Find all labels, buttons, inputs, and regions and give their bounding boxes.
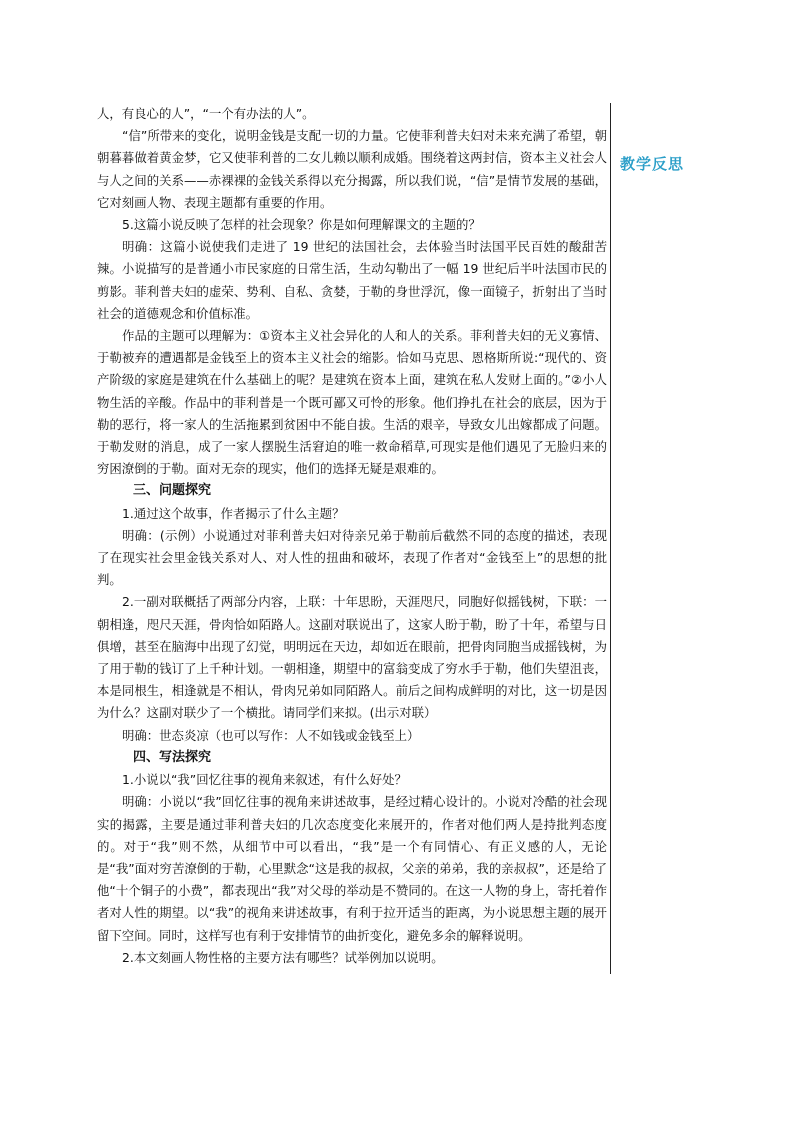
answer-paragraph: 明确：(示例）小说通过对菲利普夫妇对待亲兄弟于勒前后截然不同的态度的描述，表现了在现实社会里金钱关系对人、对人性的扭曲和破坏，表现了作者对“金钱至上”的思想的批判。: [97, 527, 607, 588]
column-divider: [610, 103, 611, 974]
paragraph: “信”所带来的变化，说明金钱是支配一切的力量。它使菲利普夫妇对未来充满了希望，朝朝暮暮做着黄金梦，它又使菲利普的二女儿赖以顺利成婚。围绕着这两封信，资本主义社会人与人之间的关系——赤裸裸的金钱关系得以充分揭露，所以我们说，“信”是情节发展的基础，它对刻画人物、表现主题都有重要的作用。: [97, 128, 607, 210]
section-heading-4: 四、写法探究: [133, 749, 212, 765]
answer-paragraph: 明确：世态炎凉（也可以写作：人不如钱或金钱至上）: [122, 727, 420, 743]
couplet-paragraph: 2.一副对联概括了两部分内容，上联：十年思盼，天涯咫尺，同胞好似摇钱树，下联：一朝相逢，咫尺天涯，骨肉恰如陌路人。这副对联说出了，这家人盼于勒，盼了十年，希望与日俱增，甚至在脑海中出现了幻觉，明明远在天边，却如近在眼前，把骨肉同胞当成摇钱树，为了用于勒的钱订了上千种计划。一朝相逢，期望中的富翁变成了穷水手于勒，他们失望沮丧，本是同根生，相逢就是不相认，骨肉兄弟如同陌路人。前后之间构成鲜明的对比，这一切是因为什么？这副对联少了一个横批。请同学们来拟。(出示对联）: [97, 594, 607, 721]
paragraph: 人，有良心的人”，“一个有办法的人”。: [97, 106, 315, 121]
question-1: 1.小说以“我”回忆往事的视角来叙述，有什么好处？: [122, 772, 407, 788]
answer-paragraph: 明确：这篇小说使我们走进了 19 世纪的法国社会，去体验当时法国平民百姓的酸甜苦辣。小说描写的是普通小市民家庭的日常生活，生动勾勒出了一幅 19 世纪后半叶法国市民的剪影。菲利普夫妇的虚荣、势利、自私、贪婪，于勒的身世浮沉，像一面镜子，折射出了当时社会的道德观念和价值标准。: [97, 239, 607, 321]
section-heading-3: 三、问题探究: [133, 483, 212, 499]
question-5: 5.这篇小说反映了怎样的社会现象？你是如何理解课文的主题的？: [122, 217, 481, 233]
question-2: 2.本文刻画人物性格的主要方法有哪些？试举例加以说明。: [122, 949, 444, 965]
teaching-reflection-title: 教学反思: [620, 155, 685, 173]
answer-paragraph: 明确：小说以“我”回忆往事的视角来讲述故事，是经过精心设计的。小说对冷酷的社会现实的揭露，主要是通过菲利普夫妇的几次态度变化来展开的，作者对他们两人是持批判态度的。对于“我”则不然，从细节中可以看出，“我”是一个有同情心、有正义感的人，无论是“我”面对穷苦潦倒的于勒，心里默念“这是我的叔叔，父亲的弟弟，我的亲叔叔”，还是给了他“十个铜子的小费”，都表现出“我”对父母的举动是不赞同的。在这一人物的身上，寄托着作者对人性的期望。以“我”的视角来讲述故事，有利于拉开适当的距离，为小说思想主题的展开留下空间。同时，这样写也有利于安排情节的曲折变化，避免多余的解释说明。: [97, 794, 607, 943]
theme-paragraph: 作品的主题可以理解为：①资本主义社会异化的人和人的关系。菲利普夫妇的无义寡情、于勒被弃的遭遇都是金钱至上的资本主义社会的缩影。恰如马克思、恩格斯所说:“现代的、资产阶级的家庭是建筑在什么基础上的呢？是建筑在资本上面，建筑在私人发财上面的。”②小人物生活的辛酸。作品中的菲利普是一个既可鄙又可怜的形象。他们挣扎在社会的底层，因为于勒的恶行，将一家人的生活拖累到贫困中不能自拔。生活的艰辛，导致女儿出嫁都成了问题。于勒发财的消息，成了一家人摆脱生活窘迫的唯一救命稻草,可现实是他们遇见了无脸归来的穷困潦倒的于勒。面对无奈的现实，他们的选择无疑是艰难的。: [97, 328, 607, 477]
lesson-content-column: [97, 103, 607, 969]
question-1: 1.通过这个故事，作者揭示了什么主题？: [122, 505, 345, 521]
